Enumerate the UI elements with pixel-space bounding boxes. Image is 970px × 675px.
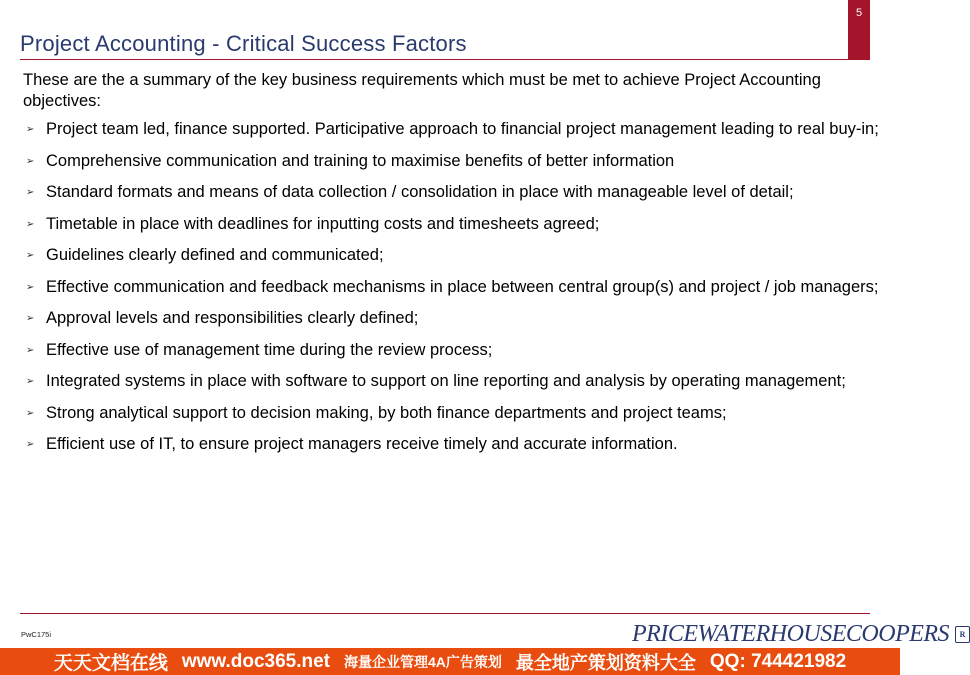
banner-site-name: 天天文档在线: [53, 653, 168, 674]
bullet-arrow-icon: ➢: [26, 407, 35, 419]
list-item-text: Approval levels and responsibilities clearly defined;: [46, 309, 419, 327]
title-divider: [20, 59, 870, 60]
bullet-arrow-icon: ➢: [26, 218, 35, 230]
bullet-arrow-icon: ➢: [26, 439, 35, 450]
promo-banner: [0, 648, 900, 675]
intro-text: These are the a summary of the key business requirements which must be met to achieve Project Accounting objectives:: [23, 71, 821, 110]
bullet-arrow-icon: ➢: [26, 344, 35, 356]
list-item-text: Effective use of management time during the review process;: [46, 340, 493, 359]
footer-divider: [20, 613, 870, 614]
bullet-arrow-icon: ➢: [26, 187, 35, 198]
bullet-arrow-icon: ➢: [26, 155, 35, 167]
list-item: [24, 371, 880, 392]
list-item: [24, 214, 880, 235]
registered-mark-icon: R: [955, 626, 970, 643]
list-item: [24, 403, 880, 424]
bullet-arrow-icon: ➢: [26, 250, 35, 261]
bullet-arrow-icon: ➢: [26, 281, 35, 293]
list-item: [24, 245, 880, 266]
list-item: [24, 119, 880, 140]
pwc-logo: [632, 621, 970, 648]
list-item-text: Standard formats and means of data collection / consolidation in place with manageable level of detail;: [46, 183, 794, 201]
page-number: 5: [855, 7, 863, 19]
banner-qq: QQ: 744421982: [709, 650, 847, 672]
slide-title: Project Accounting - Critical Success Factors: [20, 31, 467, 56]
bullet-arrow-icon: ➢: [26, 376, 35, 387]
list-item: [24, 308, 880, 329]
list-item: [24, 340, 880, 361]
list-item-text: Guidelines clearly defined and communicated;: [46, 246, 384, 264]
list-item-text: Strong analytical support to decision making, by both finance departments and project teams;: [46, 403, 727, 422]
bullet-arrow-icon: ➢: [26, 124, 35, 135]
bullet-arrow-icon: ➢: [26, 313, 35, 324]
banner-slogan-2: 最全地产策划资料大全: [515, 652, 696, 673]
list-item-text: Timetable in place with deadlines for inputting costs and timesheets agreed;: [46, 214, 600, 233]
list-item-text: Effective communication and feedback mechanisms in place between central group(s) and project / job managers;: [46, 277, 879, 296]
list-item: [24, 182, 880, 203]
list-item: [24, 277, 880, 298]
list-item: [24, 151, 880, 172]
banner-url[interactable]: www.doc365.net: [181, 650, 330, 672]
logo-text: PRICEWATERHOUSECOOPERS: [632, 621, 950, 647]
page-number-tab: [848, 0, 870, 60]
list-item-text: Comprehensive communication and training to maximise benefits of better information: [46, 151, 675, 170]
success-factor-list: [24, 119, 880, 466]
list-item-text: Efficient use of IT, to ensure project managers receive timely and accurate information.: [46, 435, 678, 453]
list-item-text: Integrated systems in place with software to support on line reporting and analysis by operating management;: [46, 372, 846, 390]
list-item-text: Project team led, finance supported. Participative approach to financial project management leading to real buy-in;: [46, 120, 879, 138]
list-item: [24, 434, 880, 455]
banner-slogan-1: 海量企业管理4A广告策划: [344, 653, 502, 670]
footer-code: PwC175i: [21, 630, 52, 639]
